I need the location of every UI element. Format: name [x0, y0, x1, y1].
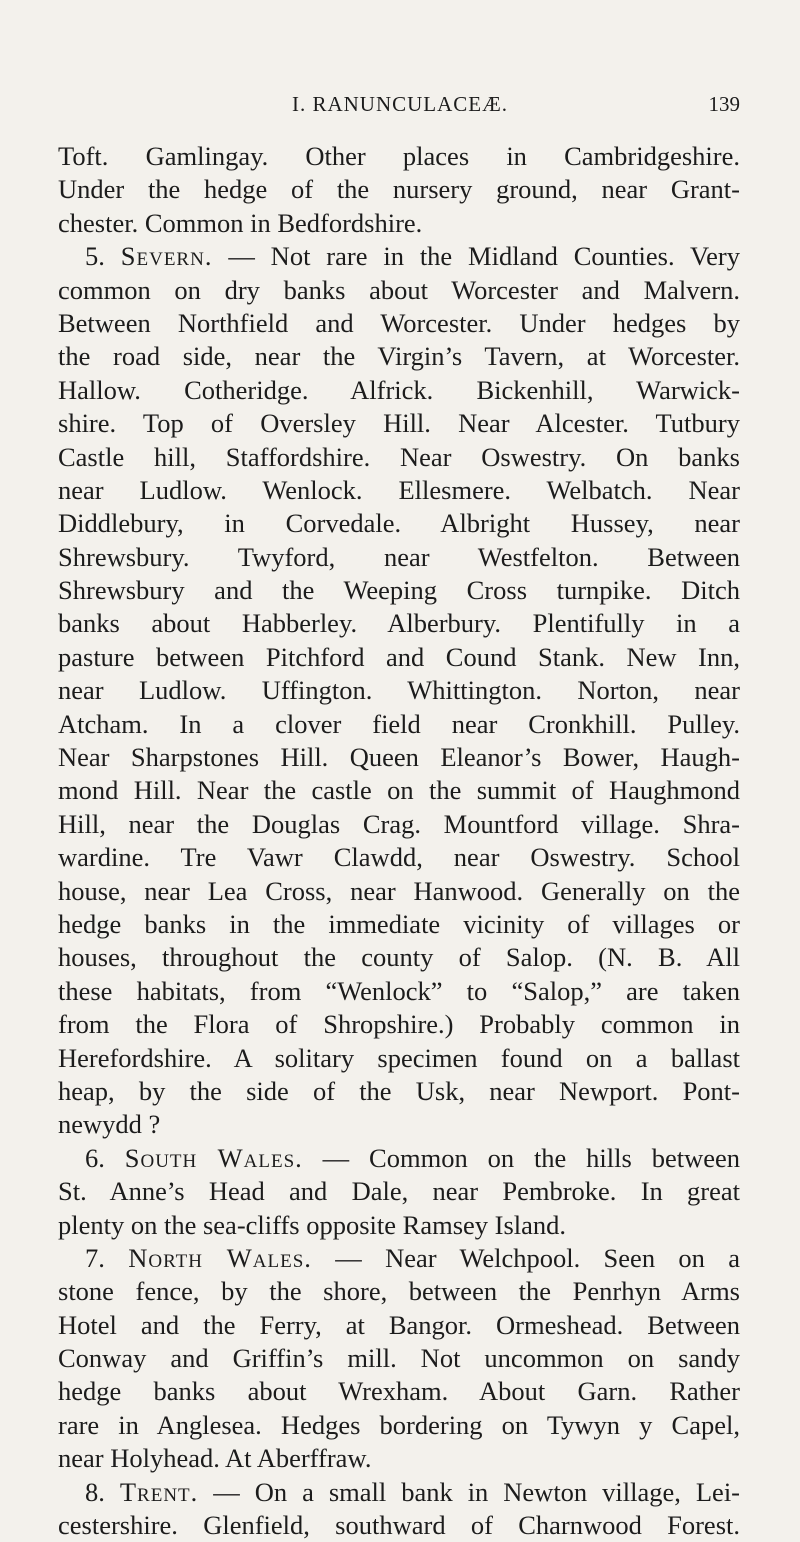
- text-line: near Ludlow. Uffington. Whittington. Norton, near: [58, 675, 740, 706]
- text-line: rare in Anglesea. Hedges bordering on Tywyn y Capel,: [58, 1409, 740, 1440]
- text-line: newydd ?: [58, 1109, 161, 1140]
- text-line: stone fence, by the shore, between the Penrhyn Arms: [58, 1276, 740, 1307]
- text-line: Under the hedge of the nursery ground, near Grant-: [58, 174, 740, 205]
- text-line: the road side, near the Virgin’s Tavern, at Worcester.: [58, 341, 740, 372]
- text-line: [58, 240, 740, 273]
- line-text: — On a small bank in Newton village, Lei-: [198, 1476, 741, 1507]
- text-line: Near Sharpstones Hill. Queen Eleanor’s Bower, Haugh-: [58, 742, 740, 773]
- text-line: chester. Common in Bedfordshire.: [58, 207, 423, 238]
- text-line: Diddlebury, in Corvedale. Albright Hussey, near: [58, 508, 740, 539]
- section-number: 7.: [85, 1242, 129, 1273]
- text-line: banks about Habberley. Alberbury. Plentifully in a: [58, 608, 740, 639]
- section-heading: South Wales.: [124, 1142, 303, 1173]
- page-number: 139: [708, 92, 740, 116]
- text-line: Toft. Gamlingay. Other places in Cambridgeshire.: [58, 141, 740, 171]
- text-line: Conway and Griffin’s mill. Not uncommon on sandy: [58, 1343, 740, 1374]
- text-line: these habitats, from “Wenlock” to “Salop,” are taken: [58, 975, 740, 1006]
- text-line: Castle hill, Staffordshire. Near Oswestry. On banks: [58, 441, 740, 472]
- text-line: St. Anne’s Head and Dale, near Pembroke. In great: [58, 1176, 740, 1207]
- section-number: 6.: [85, 1142, 125, 1173]
- text-line: plenty on the sea-cliffs opposite Ramsey Island.: [58, 1209, 567, 1240]
- running-head: I. RANUNCULACEÆ.: [291, 92, 509, 116]
- text-line: pasture between Pitchford and Cound Stank. New Inn,: [58, 641, 740, 672]
- text-line: Shrewsbury and the Weeping Cross turnpike. Ditch: [58, 575, 740, 606]
- section-heading: Trent.: [119, 1476, 199, 1507]
- text-line: near Holyhead. At Aberffraw.: [58, 1443, 372, 1474]
- text-line: from the Flora of Shropshire.) Probably common in: [58, 1009, 740, 1040]
- page-body: [58, 140, 740, 1542]
- text-line: shire. Top of Oversley Hill. Near Alcester. Tutbury: [58, 408, 740, 439]
- text-line: Hotel and the Ferry, at Bangor. Ormeshead. Between: [58, 1309, 740, 1340]
- section-number: 5.: [85, 241, 121, 272]
- text-line: heap, by the side of the Usk, near Newport. Pont-: [58, 1075, 740, 1106]
- section-number: 8.: [85, 1476, 120, 1507]
- text-line: common on dry banks about Worcester and Malvern.: [58, 274, 740, 305]
- text-line: [58, 1142, 740, 1175]
- text-line: Herefordshire. A solitary specimen found on a ballast: [58, 1042, 740, 1073]
- text-line: Hill, near the Douglas Crag. Mountford village. Shra-: [58, 808, 740, 839]
- line-text: — Common on the hills between: [302, 1142, 740, 1173]
- text-line: wardine. Tre Vawr Clawdd, near Oswestry. School: [58, 842, 740, 873]
- line-text: — Near Welchpool. Seen on a: [311, 1242, 740, 1273]
- line-text: — Not rare in the Midland Counties. Very: [212, 241, 741, 272]
- text-line: cestershire. Glenfield, southward of Charnwood Forest.: [58, 1510, 740, 1541]
- text-line: Atcham. In a clover field near Cronkhill. Pulley.: [58, 708, 740, 739]
- text-line: [58, 1242, 740, 1275]
- text-line: houses, throughout the county of Salop. (N. B. All: [58, 942, 740, 973]
- text-line: Shrewsbury. Twyford, near Westfelton. Between: [58, 541, 740, 572]
- text-line: hedge banks about Wrexham. About Garn. Rather: [58, 1376, 740, 1407]
- page-header: [0, 92, 800, 122]
- text-line: near Ludlow. Wenlock. Ellesmere. Welbatch. Near: [58, 474, 740, 505]
- text-line: Hallow. Cotheridge. Alfrick. Bickenhill, Warwick-: [58, 374, 740, 405]
- text-line: Between Northfield and Worcester. Under hedges by: [58, 307, 740, 338]
- section-heading: Severn.: [120, 241, 213, 272]
- text-line: house, near Lea Cross, near Hanwood. Generally on the: [58, 875, 740, 906]
- text-line: mond Hill. Near the castle on the summit of Haughmond: [58, 775, 740, 806]
- text-line: [58, 1476, 740, 1509]
- section-heading: North Wales.: [128, 1242, 312, 1273]
- text-line: hedge banks in the immediate vicinity of villages or: [58, 908, 740, 939]
